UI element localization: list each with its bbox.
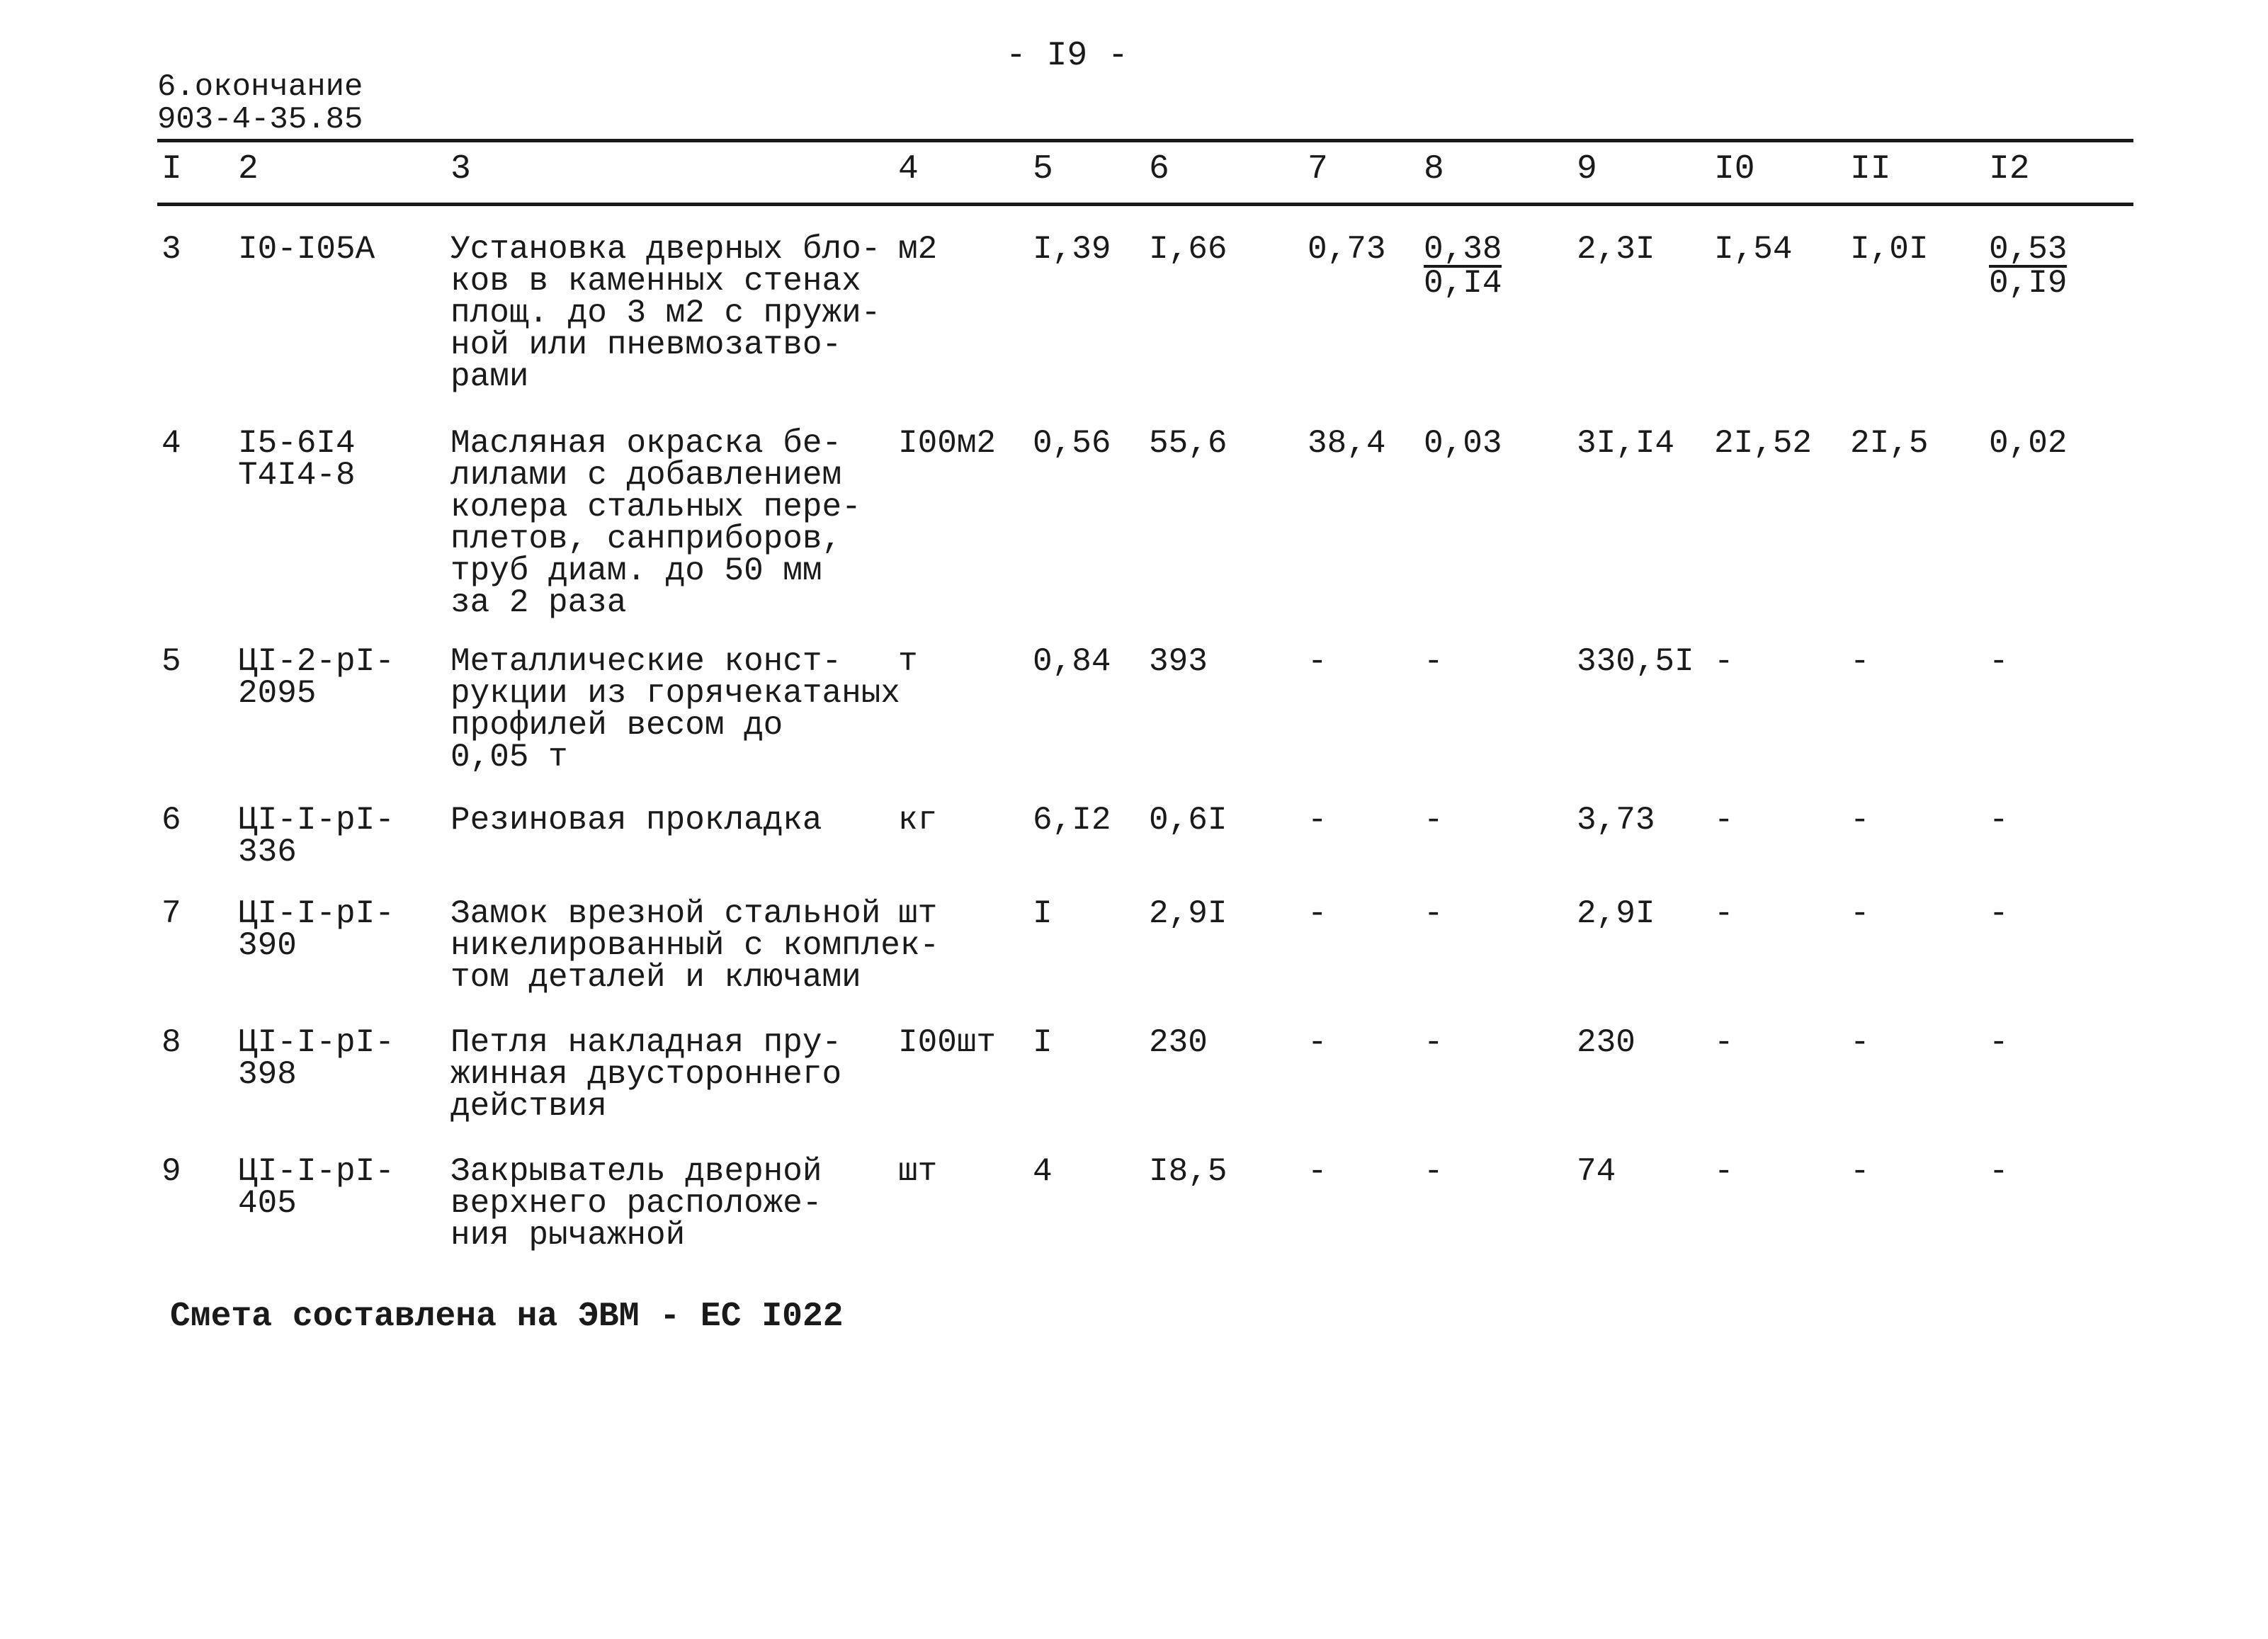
- work-description: [450, 643, 900, 776]
- work-description: [450, 1153, 822, 1254]
- col-9-value: 230: [1577, 1024, 1635, 1061]
- col-6-value: I,66: [1149, 231, 1227, 268]
- col-8-value: [1424, 231, 1502, 302]
- col-10-value: I,54: [1714, 231, 1793, 268]
- row-number: 8: [161, 1024, 181, 1061]
- fraction-value: [1424, 231, 1502, 302]
- col-11-value: -: [1850, 895, 1870, 932]
- rate-code-line: 405: [238, 1185, 297, 1222]
- unit: м2: [898, 231, 938, 268]
- col-7-value: -: [1308, 802, 1327, 839]
- row-number: 4: [161, 425, 181, 462]
- col-11-value: 2I,5: [1850, 425, 1929, 462]
- col-6-value: I8,5: [1149, 1153, 1227, 1190]
- col-7-value: 38,4: [1308, 425, 1386, 462]
- col-9-value: 2,3I: [1577, 231, 1655, 268]
- rate-code: [238, 1024, 395, 1093]
- fraction-denominator: 0,I9: [1989, 265, 2068, 302]
- col-12-value: -: [1989, 1153, 2009, 1190]
- col-7-value: -: [1308, 643, 1327, 680]
- column-header-5: 5: [1033, 150, 1053, 188]
- row-number: 7: [161, 895, 181, 932]
- fraction-value: [1989, 231, 2068, 302]
- row-number: 5: [161, 643, 181, 680]
- rate-code-line: 336: [238, 834, 297, 870]
- work-description-line: Металлические конст-: [450, 643, 842, 680]
- col-7-value: 0,73: [1308, 231, 1386, 268]
- unit: шт: [898, 895, 938, 932]
- col-10-value: -: [1714, 802, 1734, 839]
- col-12-value: -: [1989, 643, 2009, 680]
- work-description-line: том деталей и ключами: [450, 959, 861, 996]
- work-description-line: за 2 раза: [450, 584, 627, 621]
- fraction-numerator: 0,53: [1989, 231, 2068, 268]
- col-8-value: 0,03: [1424, 425, 1502, 462]
- row-number: 3: [161, 231, 181, 268]
- work-description-line: Резиновая прокладка: [450, 802, 822, 839]
- work-description-line: ния рычажной: [450, 1217, 686, 1254]
- unit: шт: [898, 1153, 938, 1190]
- work-description-line: Замок врезной стальной: [450, 895, 881, 932]
- rate-code-line: I0-I05A: [238, 231, 375, 268]
- table-top-rule: [157, 139, 2133, 142]
- col-12-value: -: [1989, 1024, 2009, 1061]
- col-12-value: 0,02: [1989, 425, 2068, 462]
- work-description-line: профилей весом до: [450, 707, 783, 744]
- work-description-line: Масляная окраска бе-: [450, 425, 842, 462]
- rate-code: [238, 643, 395, 712]
- column-header-2: 2: [238, 150, 259, 188]
- rate-code-line: 2095: [238, 675, 317, 712]
- work-description-line: колера стальных пере-: [450, 489, 861, 526]
- col-5-value: 6,I2: [1033, 802, 1111, 839]
- col-7-value: -: [1308, 1153, 1327, 1190]
- work-description-line: никелированный с комплек-: [450, 927, 940, 964]
- work-description-line: труб диам. до 50 мм: [450, 552, 822, 589]
- col-6-value: 2,9I: [1149, 895, 1227, 932]
- col-9-value: 2,9I: [1577, 895, 1655, 932]
- col-5-value: 4: [1033, 1153, 1053, 1190]
- col-10-value: -: [1714, 643, 1734, 680]
- rate-code: [238, 802, 395, 870]
- work-description-line: верхнего расположе-: [450, 1185, 822, 1222]
- col-12-value: -: [1989, 895, 2009, 932]
- col-5-value: I,39: [1033, 231, 1111, 268]
- col-8-value: -: [1424, 895, 1444, 932]
- col-10-value: 2I,52: [1714, 425, 1813, 462]
- work-description-line: площ. до 3 м2 с пружи-: [450, 295, 881, 331]
- col-11-value: I,0I: [1850, 231, 1929, 268]
- col-5-value: 0,56: [1033, 425, 1111, 462]
- work-description-line: плетов, санприборов,: [450, 521, 842, 557]
- work-description: [450, 425, 861, 621]
- column-header-11: II: [1850, 150, 1891, 188]
- col-6-value: 55,6: [1149, 425, 1227, 462]
- table-header-rule: [157, 203, 2133, 206]
- col-12-value: -: [1989, 802, 2009, 839]
- col-11-value: -: [1850, 1153, 1870, 1190]
- column-header-6: 6: [1149, 150, 1169, 188]
- col-6-value: 0,6I: [1149, 802, 1227, 839]
- rate-code: [238, 425, 356, 494]
- col-5-value: I: [1033, 895, 1053, 932]
- rate-code: [238, 231, 375, 268]
- work-description-line: Закрыватель дверной: [450, 1153, 822, 1190]
- column-header-10: I0: [1714, 150, 1755, 188]
- col-6-value: 230: [1149, 1024, 1208, 1061]
- column-header-8: 8: [1424, 150, 1444, 188]
- unit: кг: [898, 802, 938, 839]
- col-10-value: -: [1714, 895, 1734, 932]
- work-description: [450, 1024, 842, 1125]
- work-description-line: ной или пневмозатво-: [450, 327, 842, 363]
- col-8-value: -: [1424, 802, 1444, 839]
- col-5-value: 0,84: [1033, 643, 1111, 680]
- fraction-denominator: 0,I4: [1424, 265, 1502, 302]
- col-7-value: -: [1308, 1024, 1327, 1061]
- work-description-line: ков в каменных стенах: [450, 263, 861, 300]
- rate-code-line: 390: [238, 927, 297, 964]
- col-6-value: 393: [1149, 643, 1208, 680]
- rate-code-line: ЦI-I-рI-: [238, 1024, 395, 1061]
- rate-code-line: ЦI-2-рI-: [238, 643, 395, 680]
- col-5-value: I: [1033, 1024, 1053, 1061]
- rate-code-line: ЦI-I-рI-: [238, 895, 395, 932]
- col-8-value: -: [1424, 1153, 1444, 1190]
- rate-code-line: T4I4-8: [238, 457, 356, 494]
- rate-code-line: 398: [238, 1056, 297, 1093]
- work-description: [450, 802, 822, 839]
- unit: I00шт: [898, 1024, 997, 1061]
- work-description-line: жинная двустороннего: [450, 1056, 842, 1093]
- page-number: - I9 -: [1006, 37, 1128, 75]
- work-description-line: рукции из горячекатаных: [450, 675, 900, 712]
- rate-code: [238, 895, 395, 964]
- row-number: 9: [161, 1153, 181, 1190]
- row-number: 6: [161, 802, 181, 839]
- rate-code: [238, 1153, 395, 1222]
- col-11-value: -: [1850, 643, 1870, 680]
- work-description-line: рами: [450, 358, 529, 395]
- col-9-value: 330,5I: [1577, 643, 1694, 680]
- col-7-value: -: [1308, 895, 1327, 932]
- document-code: 903-4-35.85: [157, 102, 363, 137]
- unit: I00м2: [898, 425, 997, 462]
- col-8-value: -: [1424, 643, 1444, 680]
- sheet-title: 6.окончание: [157, 69, 363, 105]
- footer-note: Смета составлена на ЭВМ - ЕС I022: [170, 1298, 844, 1336]
- column-header-12: I2: [1989, 150, 2030, 188]
- work-description-line: 0,05 т: [450, 739, 568, 776]
- col-10-value: -: [1714, 1153, 1734, 1190]
- work-description-line: Установка дверных бло-: [450, 231, 881, 268]
- column-header-1: I: [161, 150, 182, 188]
- work-description: [450, 231, 881, 395]
- col-12-value: [1989, 231, 2068, 302]
- column-header-4: 4: [898, 150, 919, 188]
- column-header-7: 7: [1308, 150, 1328, 188]
- rate-code-line: ЦI-I-рI-: [238, 802, 395, 839]
- rate-code-line: ЦI-I-рI-: [238, 1153, 395, 1190]
- unit: т: [898, 643, 918, 680]
- col-10-value: -: [1714, 1024, 1734, 1061]
- work-description-line: лилами с добавлением: [450, 457, 842, 494]
- work-description-line: Петля накладная пру-: [450, 1024, 842, 1061]
- col-11-value: -: [1850, 1024, 1870, 1061]
- fraction-numerator: 0,38: [1424, 231, 1502, 268]
- work-description: [450, 895, 940, 996]
- col-8-value: -: [1424, 1024, 1444, 1061]
- column-header-3: 3: [450, 150, 471, 188]
- rate-code-line: I5-6I4: [238, 425, 356, 462]
- work-description-line: действия: [450, 1088, 607, 1125]
- col-9-value: 3,73: [1577, 802, 1655, 839]
- col-9-value: 3I,I4: [1577, 425, 1675, 462]
- col-9-value: 74: [1577, 1153, 1616, 1190]
- column-header-9: 9: [1577, 150, 1597, 188]
- col-11-value: -: [1850, 802, 1870, 839]
